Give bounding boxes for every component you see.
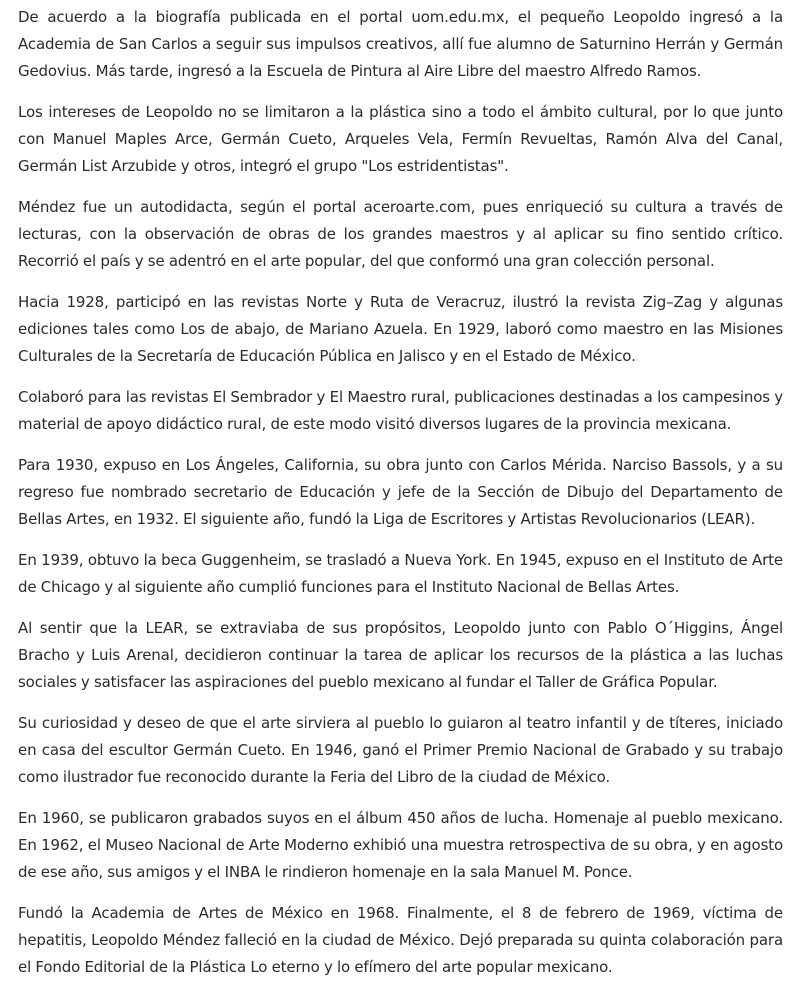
paragraph-1960: En 1960, se publicaron grabados suyos en el álbum 450 años de lucha. Homenaje al pueblo mexicano. En 1962, el Museo Nacional de Arte Moderno exhibió una muestra retrospectiva de su obra, y en agosto de ese año, sus amigos y el INBA le rindieron homenaje en la sala Manuel M. Ponce. [18,809,783,881]
paragraph-estridentistas: Los intereses de Leopoldo no se limitaron a la plástica sino a todo el ámbito cultural, por lo que junto con Manuel Maples Arce, Germán Cueto, Arqueles Vela, Fermín Revueltas, Ramón Alva del Canal, Germán List Arzubide y otros, integró el grupo "Los estridentistas". [18,103,783,175]
paragraph-1930: Para 1930, expuso en Los Ángeles, California, su obra junto con Carlos Mérida. Narciso Bassols, y a su regreso fue nombrado secretario de Educación y jefe de la Sección de Dibujo del Departamento de Bellas Artes, en 1932. El siguiente año, fundó la Liga de Escritores y Artistas Revolucionarios (LEAR). [18,456,783,528]
paragraph-1968: Fundó la Academia de Artes de México en 1968. Finalmente, el 8 de febrero de 1969, víctima de hepatitis, Leopoldo Méndez falleció en la ciudad de México. Dejó preparada su quinta colaboración para el Fondo Editorial de la Plástica Lo eterno y lo efímero del arte popular mexicano. [18,904,783,976]
paragraph-1928: Hacia 1928, participó en las revistas Norte y Ruta de Veracruz, ilustró la revista Zig–Zag y algunas ediciones tales como Los de abajo, de Mariano Azuela. En 1929, laboró como maestro en las Misiones Culturales de la Secretaría de Educación Pública en Jalisco y en el Estado de México. [18,293,783,365]
paragraph-autodidacta: Méndez fue un autodidacta, según el portal aceroarte.com, pues enriqueció su cultura a través de lecturas, con la observación de obras de los grandes maestros y al aplicar su fino sentido crítico. Recorrió el país y se adentró en el arte popular, del que conformó una gran colección personal. [18,198,783,270]
paragraph-academia-san-carlos: De acuerdo a la biografía publicada en el portal uom.edu.mx, el pequeño Leopoldo ingresó a la Academia de San Carlos a seguir sus impulsos creativos, allí fue alumno de Saturnino Herrán y Germán Gedovius. Más tarde, ingresó a la Escuela de Pintura al Aire Libre del maestro Alfredo Ramos. [18,8,783,80]
paragraph-revistas-rurales: Colaboró para las revistas El Sembrador y El Maestro rural, publicaciones destinadas a los campesinos y material de apoyo didáctico rural, de este modo visitó diversos lugares de la provincia mexicana. [18,388,783,433]
paragraph-1939: En 1939, obtuvo la beca Guggenheim, se trasladó a Nueva York. En 1945, expuso en el Instituto de Arte de Chicago y al siguiente año cumplió funciones para el Instituto Nacional de Bellas Artes. [18,551,783,596]
paragraph-taller-grafica-popular: Al sentir que la LEAR, se extraviaba de sus propósitos, Leopoldo junto con Pablo O´Higgins, Ángel Bracho y Luis Arenal, decidieron continuar la tarea de aplicar los recursos de la plástica a las luchas sociales y satisfacer las aspiraciones del pueblo mexicano al fundar el Taller de Gráfica Popular. [18,619,783,691]
paragraph-teatro-infantil: Su curiosidad y deseo de que el arte sirviera al pueblo lo guiaron al teatro infantil y de títeres, iniciado en casa del escultor Germán Cueto. En 1946, ganó el Primer Premio Nacional de Grabado y su trabajo como ilustrador fue reconocido durante la Feria del Libro de la ciudad de México. [18,714,783,786]
article-body [18,4,783,995]
